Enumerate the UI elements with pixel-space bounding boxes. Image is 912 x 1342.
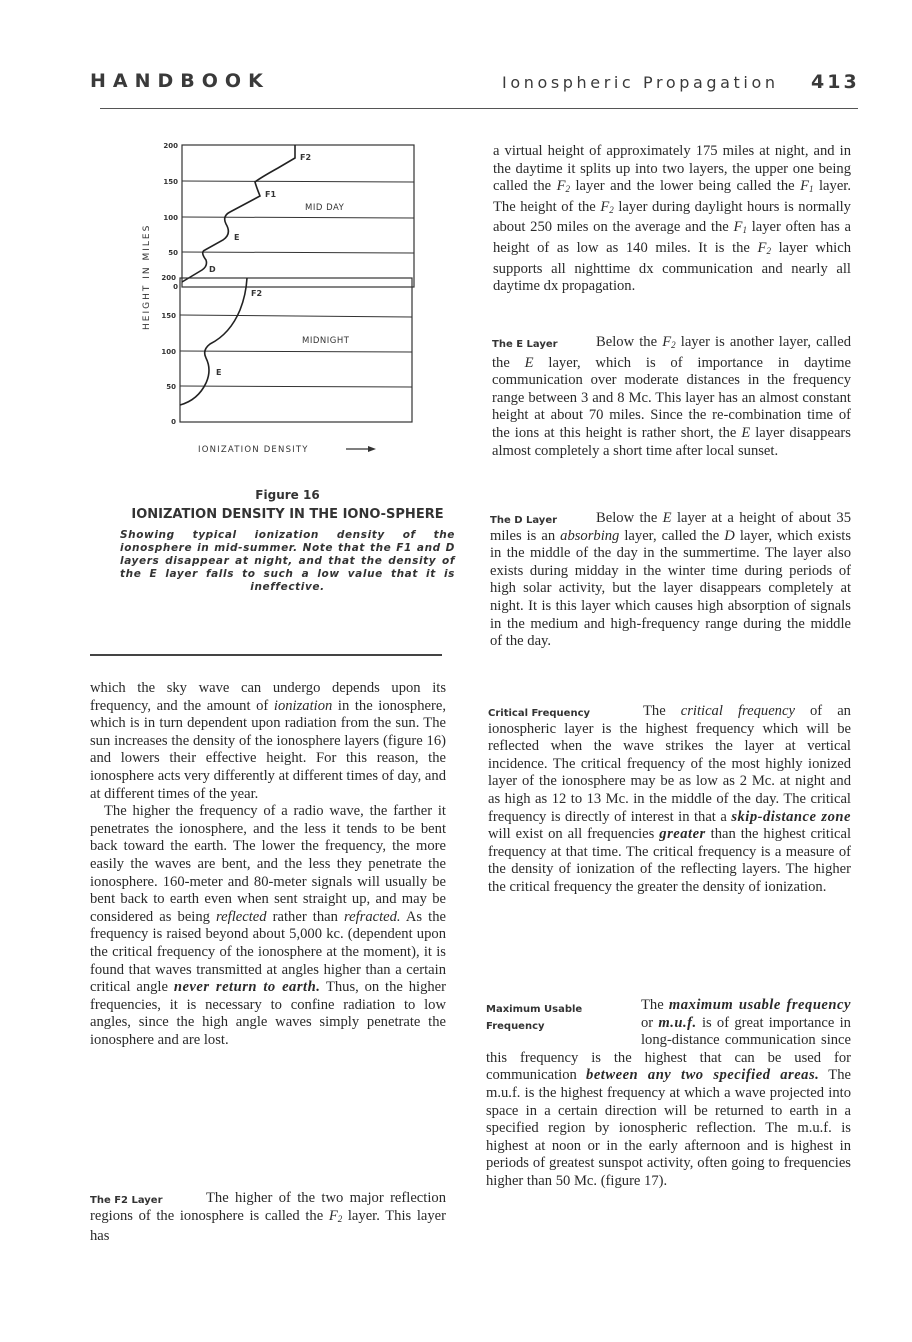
section-heading-maximum-usable-frequency: Maximum Usable Frequency [486, 1004, 583, 1032]
tick-label: 100 [161, 348, 176, 356]
figure-title: IONIZATION DENSITY IN THE IONO-SPHERE [131, 507, 444, 522]
layer-label-d: D [209, 265, 216, 274]
gridline-150 [180, 315, 412, 317]
gridline-100 [182, 217, 414, 218]
panel-label-midday: MID DAY [305, 203, 345, 213]
emphasis: refracted. [343, 908, 401, 925]
midnight-panel-frame [180, 278, 412, 422]
figure-description: Showing typical ionization density of the ionosphere in mid-summer. Note that the F1 and D layers disappear at night, and that the density of the E layer falls to such a low value that it is ineffective. [120, 529, 455, 593]
section-heading-f2-layer: The F2 Layer [90, 1195, 163, 1206]
running-header-section: Ionospheric Propagation [502, 73, 779, 92]
panel-label-midnight: MIDNIGHT [302, 336, 350, 346]
gridline-50 [180, 386, 412, 387]
layer-label-f1: F1 [265, 190, 277, 199]
arrow-right-icon [346, 446, 376, 452]
section-heading-d-layer: The D Layer [490, 515, 558, 526]
page-number: 413 [811, 71, 860, 93]
figure-separator-rule [90, 654, 442, 656]
d-layer-text: Below the E layer at a height of about 35 miles is an absorbing layer, called the D layer, which exists in the middle of the day in the summertime. The layer also exists during midday in the winter time during periods of high solar activity, but the layer disappears completely at night. It is this layer which causes high absorption of signals in the medium and high-frequency range during the middle of the day. [490, 510, 852, 650]
tick-label: 200 [163, 142, 178, 150]
emphasis: ionization [273, 697, 333, 714]
emphasis: never return to earth. [173, 979, 321, 996]
tick-label: 50 [166, 383, 176, 391]
e-layer-text: Below the $F_2$ layer is another layer, called the E layer, which is of importance in daytime communication over moderate distances in the frequency range between 3 and 8 Mc. This layer has an almost constant height at about 70 miles. Since the re-combination time of the ions at this height is rather short, the E layer disappears almost completely a short time after local sunset. [492, 334, 851, 459]
layer-label-e: E [234, 233, 240, 242]
gridline-100 [180, 351, 412, 352]
figure-number: Figure 16 [255, 488, 320, 502]
ionization-density-diagram [130, 130, 430, 480]
f2-layer-text: The higher of the two major reflection regions of the ionosphere is called the $F_2$ layer. This layer has [90, 1190, 446, 1245]
midday-density-curve [182, 145, 295, 282]
paragraph: which the sky wave can undergo depends upon its frequency, and the amount of ionization in the ionosphere, which is in turn dependent upon radiation from the sun. The sun increases the density of the ionosphere layers (figure 16) and lowers their effective height. For this reason, the ionosphere acts very differently at different times of day, and at different times of the year. [90, 680, 446, 802]
layer-label-e: E [216, 368, 222, 377]
layer-label-f2: F2 [300, 153, 312, 162]
tick-label: 100 [163, 214, 178, 222]
y-axis-label: HEIGHT IN MILES [142, 223, 152, 330]
gridline-50 [182, 252, 414, 253]
figure-caption [120, 488, 455, 594]
section-heading-critical-frequency: Critical Frequency [488, 708, 591, 719]
layer-label-f2: F2 [251, 289, 263, 298]
left-column-body [90, 680, 446, 1049]
tick-label: 150 [161, 312, 176, 320]
tick-label: 150 [163, 178, 178, 186]
midday-panel-frame [182, 145, 414, 287]
running-header-left: HANDBOOK [90, 70, 270, 92]
right-column-continuation: a virtual height of approximately 175 miles at night, and in the daytime it splits up into two layers, the upper one being called the $F_2$ layer and the lower being called the $F_1$ layer. The height of the $F_2$ layer during daylight hours is normally about 250 miles on the average and the $F_1$ layer often has a height of as low as 140 miles. It is the $F_2$ layer which supports all nighttime dx communication and nearly all daytime dx propagation. [493, 143, 852, 295]
tick-label: 50 [168, 249, 178, 257]
figure-16 [130, 130, 430, 480]
paragraph: The higher the frequency of a radio wave, the farther it penetrates the ionosphere, and the less it tends to be bent back toward the earth. The lower the frequency, the more easily the waves are bent, and the less they penetrate the ionosphere. 160-meter and 80-meter signals will usually be bent back to earth even when sent straight up, and may be considered as being reflected rather than refracted. As the frequency is raised beyond about 5,000 kc. (dependent upon the critical frequency of the ionosphere at the moment), it is found that waves transmitted at angles higher than a certain critical angle never return to earth. Thus, on the higher frequencies, it is necessary to confine radiation to low angles, since the high angle waves simply penetrate the ionosphere and are lost. [90, 803, 447, 1048]
tick-label: 0 [171, 418, 176, 426]
x-axis-label: IONIZATION DENSITY [198, 445, 309, 455]
tick-label: 0 [173, 283, 178, 291]
emphasis: reflected [216, 908, 267, 925]
critical-frequency-text: The critical frequency of an ionospheric layer is the highest frequency which will be reflected when the wave strikes the layer at vertical incidence. The critical frequency of the most highly ionized layer of the ionosphere may be as low as 2 Mc. at night and as high as 12 to 13 Mc. in the middle of the day. The critical frequency is directly of interest in that a skip-distance zone will exist on all frequencies greater than the highest critical frequency at that time. The critical frequency is a measure of the density of ionization of the reflecting layers. The higher the critical frequency the greater the density of ionization. [488, 703, 852, 895]
muf-text: The maximum usable frequency or m.u.f. is of great importance in long-distance communication since this frequency is the highest that can be used for communication between any two specified areas. The m.u.f. is the highest frequency at which a wave projected into space in a certain direction will be returned to earth in a specified region by ionospheric reflection. The m.u.f. is highest at noon or in the early afternoon and is highest in periods of greatest sunspot activity, often going to frequencies higher than 50 Mc. (figure 17). [486, 997, 851, 1189]
header-rule [100, 108, 858, 109]
tick-label: 200 [161, 274, 176, 282]
section-heading-e-layer: The E Layer [492, 339, 558, 350]
gridline-150 [182, 181, 414, 182]
